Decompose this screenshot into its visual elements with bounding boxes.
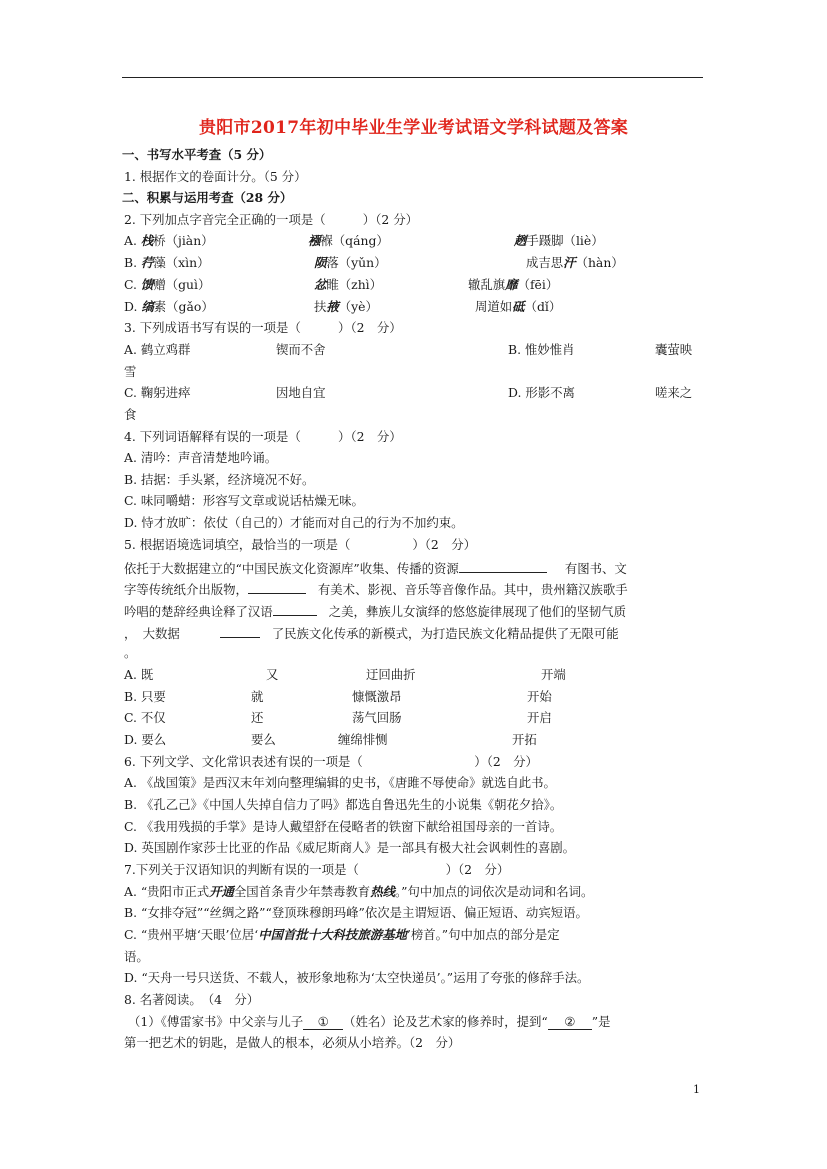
q5-passage-line-2: 字等传统纸介出版物， 有美术、影视、音乐等音像作品。其中，贵州籍汉族歌手 — [124, 582, 628, 597]
q3-option-c: C. 鞠躬进瘁 — [124, 385, 191, 400]
q5-blank-2 — [248, 580, 306, 594]
q3-option-c-2: 因地自宜 — [276, 385, 326, 400]
q5-option-c: C. 不仅 — [124, 710, 166, 725]
q2-option-a-2: 襁褓（qáng） — [308, 233, 389, 248]
q2-option-b-2: 陨落（yǔn） — [314, 255, 387, 270]
q7-stem: 7.下列关于汉语知识的判断有误的一项是（ ）（2 分） — [124, 862, 510, 877]
q5-option-c-3: 荡气回肠 — [352, 710, 402, 725]
q5-option-b-2: 就 — [251, 689, 264, 704]
q6-stem: 6. 下列文学、文化常识表述有误的一项是（ ）（2 分） — [124, 754, 538, 769]
q2-option-a-3: 趔手蹑脚（liè） — [514, 233, 604, 248]
q3-option-b-2: 囊萤映 — [655, 342, 693, 357]
q7-option-d: D. “天舟一号只送货、不载人，被形象地称为‘太空快递员’。”运用了夸张的修辞手法。 — [124, 970, 590, 985]
q6-option-a: A. 《战国策》是西汉末年刘向整理编辑的史书，《唐雎不辱使命》就选自此书。 — [124, 775, 556, 790]
q5-passage-line-5: 。 — [124, 645, 137, 660]
q5-option-a-4: 开端 — [541, 667, 566, 682]
page-title: 贵阳市2017年初中毕业生学业考试语文学科试题及答案 — [198, 118, 629, 138]
q7-option-c: C. “贵州平塘‘天眼’位居‘中国首批十大科技旅游基地’榜首。”句中加点的部分是定 — [124, 927, 560, 942]
q2-option-b-3: 成吉思汗（hàn） — [526, 255, 624, 270]
q2-option-b: B. 荇藻（xìn） — [124, 255, 210, 270]
q8-blank-2: ② — [548, 1015, 592, 1030]
q3-option-d-wrap: 食 — [124, 407, 137, 422]
header-rule — [122, 77, 703, 78]
q5-option-b: B. 只要 — [124, 689, 166, 704]
q5-option-a: A. 既 — [124, 667, 154, 682]
q5-option-d: D. 要么 — [124, 732, 167, 747]
q2-option-a: A. 栈桥（jiàn） — [124, 233, 214, 248]
q2-option-c: C. 馈赠（guì） — [124, 277, 211, 292]
q7-option-b: B. “女排夺冠”“丝绸之路”“登顶珠穆朗玛峰”依次是主谓短语、偏正短语、动宾短语。 — [124, 905, 588, 920]
q8-blank-1: ① — [303, 1015, 343, 1030]
q6-option-b: B. 《孔乙己》《中国人失掉自信力了吗》都选自鲁迅先生的小说集《朝花夕拾》。 — [124, 797, 563, 812]
q5-option-d-3: 缠绵悱恻 — [338, 732, 388, 747]
q7-option-a: A. “贵阳市正式开通全国首条青少年禁毒教育热线。”句中加点的词依次是动词和名词。 — [124, 884, 594, 899]
q8-part-1-line-2: 第一把艺术的钥匙，是做人的根本，必须从小培养。（2 分） — [124, 1035, 461, 1050]
q2-stem: 2. 下列加点字音完全正确的一项是（ ）（2 分） — [124, 212, 418, 227]
q2-option-d-3: 周道如砥（dǐ） — [475, 299, 562, 314]
q4-stem: 4. 下列词语解释有误的一项是（ ）（2 分） — [124, 429, 402, 444]
q2-option-c-3: 辙乱旗靡（fēi） — [468, 277, 559, 292]
q3-option-b: B. 惟妙惟肖 — [508, 342, 575, 357]
q3-option-b-wrap: 雪 — [124, 364, 137, 379]
q5-option-c-4: 开启 — [527, 710, 552, 725]
q3-option-d: D. 形影不离 — [508, 385, 575, 400]
q4-option-d: D. 恃才放旷：依仗（自己的）才能而对自己的行为不加约束。 — [124, 515, 464, 530]
q3-stem: 3. 下列成语书写有误的一项是（ ）（2 分） — [124, 320, 402, 335]
q6-option-c: C. 《我用残损的手掌》是诗人戴望舒在侵略者的铁窗下献给祖国母亲的一首诗。 — [124, 819, 563, 834]
q2-option-c-2: 忿睢（zhì） — [314, 277, 383, 292]
q5-option-b-3: 慷慨激昂 — [352, 689, 402, 704]
q5-option-a-3: 迂回曲折 — [366, 667, 416, 682]
q2-option-d-2: 扶掖（yè） — [314, 299, 378, 314]
q4-option-c: C. 味同嚼蜡：形容写文章或说话枯燥无味。 — [124, 493, 364, 508]
section-1-heading: 一、书写水平考查（5 分） — [122, 147, 272, 162]
q5-stem: 5. 根据语境选词填空，最恰当的一项是（ ）（2 分） — [124, 537, 476, 552]
q5-option-d-2: 要么 — [251, 732, 276, 747]
q6-option-d: D. 英国剧作家莎士比亚的作品《威尼斯商人》是一部具有极大社会讽刺性的喜剧。 — [124, 840, 576, 855]
q3-option-d-2: 嗟来之 — [655, 385, 693, 400]
q5-passage-line-1: 依托于大数据建立的“中国民族文化资源库”收集、传播的资源 有图书、文 — [124, 561, 627, 576]
q5-passage-line-3: 吟唱的楚辞经典诠释了汉语 之美，彝族儿女演绎的悠悠旋律展现了他们的坚韧气质 — [124, 604, 627, 619]
question-1: 1. 根据作文的卷面计分。（5 分） — [124, 169, 307, 184]
q3-option-a: A. 鹤立鸡群 — [124, 342, 191, 357]
q5-blank-1 — [459, 559, 547, 573]
q8-part-1-line-1: （1）《傅雷家书》中父亲与儿子 ① （姓名）论及艺术家的修养时，提到“ ② ”是 — [128, 1014, 611, 1029]
q5-option-b-4: 开始 — [527, 689, 552, 704]
q5-blank-4 — [220, 624, 260, 638]
q2-option-d: D. 缟素（gǎo） — [124, 299, 214, 314]
q8-stem: 8. 名著阅读。 （4 分） — [124, 992, 260, 1007]
section-2-heading: 二、积累与运用考查（28 分） — [122, 190, 293, 205]
q4-option-b: B. 拮据：手头紧，经济境况不好。 — [124, 472, 315, 487]
q5-option-c-2: 还 — [251, 710, 264, 725]
q7-option-c-wrap: 语。 — [124, 949, 149, 964]
q5-option-a-2: 又 — [266, 667, 279, 682]
q4-option-a: A. 清吟：声音清楚地吟诵。 — [124, 450, 278, 465]
page-number: 1 — [693, 1083, 700, 1096]
q5-option-d-4: 开拓 — [512, 732, 537, 747]
q5-blank-3 — [273, 602, 317, 616]
q5-passage-line-4: ， 大数据 了民族文化传承的新模式，为打造民族文化精品提供了无限可能 — [124, 626, 619, 641]
q3-option-a-2: 锲而不舍 — [276, 342, 326, 357]
